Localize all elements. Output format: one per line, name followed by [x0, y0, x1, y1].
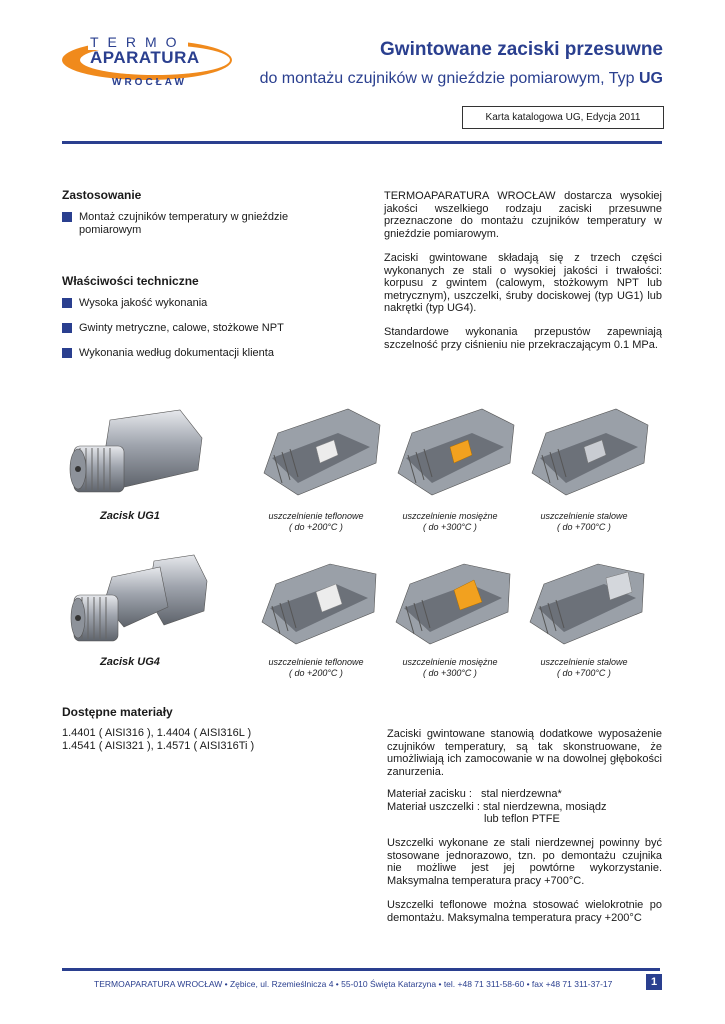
ug4-caption-brass: uszczelnienie mosiężne ( do +300°C ) — [402, 657, 498, 678]
details-paragraph-3: Uszczelki teflonowe można stosować wielokrotnie po demontażu. Maksymalna temperatura pracy +200°C — [387, 899, 662, 924]
ug4-label: Zacisk UG4 — [100, 656, 160, 668]
application-item: Montaż czujników temperatury w gnieździe pomiarowym — [62, 211, 319, 237]
intro-paragraph-3: Standardowe wykonania przepustów zapewniają szczelność przy ciśnieniu nie przekraczającym 0.1 MPa. — [384, 326, 662, 351]
technical-item: Wysoka jakość wykonania — [62, 297, 207, 310]
intro-paragraph-2: Zaciski gwintowane składają się z trzech części wykonanych ze stali o wysokiej jakości i trwałości: korpusu z gwintem (calowym, stożkowym NPT lub metrycznym), uszczelki, śruby dociskowej (typ UG1) lub nakrętki (typ UG4). — [384, 252, 662, 314]
materials-heading: Dostępne materiały — [62, 705, 173, 719]
material-seal-value-2: lub teflon PTFE — [484, 813, 560, 825]
ug4-brass-section-image — [390, 552, 516, 652]
page-number: 1 — [646, 974, 662, 990]
application-heading: Zastosowanie — [62, 188, 142, 202]
header-divider — [62, 141, 662, 144]
page-title: Gwintowane zaciski przesuwne — [380, 39, 663, 60]
ug4-teflon-section-image — [256, 552, 382, 652]
page-subtitle: do montażu czujników w gnieździe pomiarowym, Typ UG — [259, 70, 663, 87]
footer-divider — [62, 968, 660, 971]
logo-city: WROCŁAW — [112, 77, 187, 88]
logo-termo: TERMO — [90, 34, 186, 50]
bullet-square-icon — [62, 348, 72, 358]
bullet-square-icon — [62, 323, 72, 333]
technical-item: Wykonania według dokumentacji klienta — [62, 347, 274, 360]
details-paragraph-1: Zaciski gwintowane stanowią dodatkowe wyposażenie czujników temperatury, są tak skonstruowane, że umożliwiają ich zamocowanie w na dowolnej głębokości zanurzenia. — [387, 728, 662, 778]
ug1-caption-brass: uszczelnienie mosiężne ( do +300°C ) — [402, 511, 498, 532]
type-code: UG — [639, 70, 663, 87]
ug4-steel-section-image — [524, 552, 650, 652]
ug1-caption-teflon: uszczelnienie teflonowe ( do +200°C ) — [268, 511, 364, 532]
ug4-caption-teflon: uszczelnienie teflonowe ( do +200°C ) — [268, 657, 364, 678]
ug1-brass-section-image — [392, 403, 518, 503]
company-logo — [62, 32, 234, 94]
logo-aparatura: APARATURA — [90, 48, 200, 67]
ug1-label: Zacisk UG1 — [100, 510, 160, 522]
intro-paragraph-1: TERMOAPARATURA WROCŁAW dostarcza wysokiej jakości wszelkiego rodzaju zaciski przesuwne przeznaczone do montażu czujników temperatury w gnieździe pomiarowym. — [384, 190, 662, 240]
materials-line: 1.4401 ( AISI316 ), 1.4404 ( AISI316L ) — [62, 727, 252, 739]
details-paragraph-2: Uszczelki wykonane ze stali nierdzewnej powinny być stosowane jednorazowo, tzn. po demontażu czujnika nie możliwe jest jej powtórne wykorzystanie. Maksymalna temperatura pracy +700°C. — [387, 837, 662, 887]
material-body-label: Materiał zacisku : — [387, 788, 472, 800]
technical-item: Gwinty metryczne, calowe, stożkowe NPT — [62, 322, 284, 335]
bullet-square-icon — [62, 298, 72, 308]
ug1-teflon-section-image — [258, 403, 384, 503]
ug4-fitting-image — [64, 553, 209, 653]
catalog-edition: Karta katalogowa UG, Edycja 2011 — [462, 106, 664, 129]
bullet-square-icon — [62, 212, 72, 222]
ug1-steel-section-image — [526, 403, 652, 503]
materials-line: 1.4541 ( AISI321 ), 1.4571 ( AISI316Ti ) — [62, 739, 255, 752]
footer-contact: TERMOAPARATURA WROCŁAW • Zębice, ul. Rzemieślnicza 4 • 55-010 Święta Katarzyna • tel. +48 71 311-58-60 • fax +48 71 311-37-17 — [94, 979, 613, 989]
material-spec — [387, 788, 662, 826]
technical-heading: Właściwości techniczne — [62, 274, 199, 288]
material-seal-value: stal nierdzewna, mosiądz — [482, 800, 607, 813]
ug1-fitting-image — [60, 408, 205, 503]
material-body-value: stal nierdzewna* — [481, 788, 562, 800]
materials-list — [62, 727, 254, 752]
material-seal-label: Materiał uszczelki : — [387, 800, 480, 813]
ug4-caption-steel: uszczelnienie stalowe ( do +700°C ) — [540, 657, 628, 678]
ug1-caption-steel: uszczelnienie stalowe ( do +700°C ) — [540, 511, 628, 532]
